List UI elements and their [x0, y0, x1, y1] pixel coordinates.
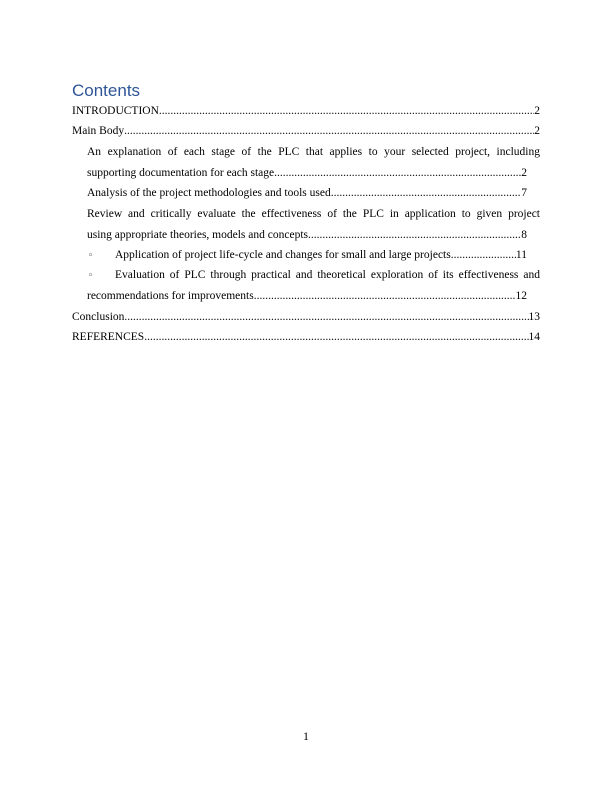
toc-entry-evaluation-line2[interactable] [87, 289, 527, 303]
dot-leader [331, 186, 522, 200]
dot-leader [451, 248, 516, 262]
toc-entry-conclusion[interactable] [72, 310, 540, 324]
dot-leader [274, 166, 521, 180]
toc-entry-label: Main Body [72, 125, 125, 137]
page-number: 1 [303, 729, 309, 743]
dot-leader [308, 228, 521, 242]
toc-page-number: 14 [528, 331, 540, 343]
toc-entry-label: recommendations for improvements [87, 290, 254, 302]
toc-entry-explanation-line2[interactable] [87, 166, 527, 180]
toc-page-number: 13 [528, 311, 540, 323]
toc-entry-introduction[interactable] [72, 104, 540, 118]
toc-entry-label: INTRODUCTION [72, 105, 159, 117]
toc-entry-review-line2[interactable] [87, 228, 527, 242]
toc-entry-main-body[interactable] [72, 124, 540, 138]
toc-entry-label: using appropriate theories, models and concepts [87, 229, 308, 241]
dot-leader [254, 289, 516, 303]
toc-page-number: 2 [521, 167, 527, 179]
toc-entry-explanation-line1[interactable]: An explanation of each stage of the PLC that applies to your selected project, including [87, 146, 540, 158]
toc-page-number: 12 [515, 290, 527, 302]
toc-entry-application[interactable] [115, 248, 527, 262]
circle-bullet-icon: ◦ [88, 271, 94, 281]
toc-page-number: 11 [515, 249, 527, 261]
toc-page-number: 2 [534, 125, 540, 137]
toc-entry-label: Conclusion [72, 311, 125, 323]
toc-page-number: 2 [534, 105, 540, 117]
toc-page-number: 8 [521, 229, 527, 241]
toc-entry-review-line1[interactable]: Review and critically evaluate the effectiveness of the PLC in application to given project [87, 208, 540, 220]
toc-page-number: 7 [521, 187, 527, 199]
toc-entry-evaluation-line1[interactable]: Evaluation of PLC through practical and theoretical exploration of its effectiveness and [115, 269, 540, 281]
dot-leader [124, 124, 534, 138]
dot-leader [124, 310, 528, 324]
toc-entry-analysis[interactable] [87, 186, 527, 200]
dot-leader [159, 104, 534, 118]
contents-heading: Contents [72, 81, 141, 100]
toc-entry-label: REFERENCES [72, 331, 145, 343]
toc-entry-label: Application of project life-cycle and changes for small and large projects [115, 249, 451, 261]
toc-entry-label: supporting documentation for each stage [87, 167, 275, 179]
toc-entry-references[interactable] [72, 330, 540, 344]
dot-leader [144, 330, 528, 344]
toc-entry-label: Analysis of the project methodologies and tools used [87, 187, 331, 199]
circle-bullet-icon: ◦ [88, 251, 94, 261]
